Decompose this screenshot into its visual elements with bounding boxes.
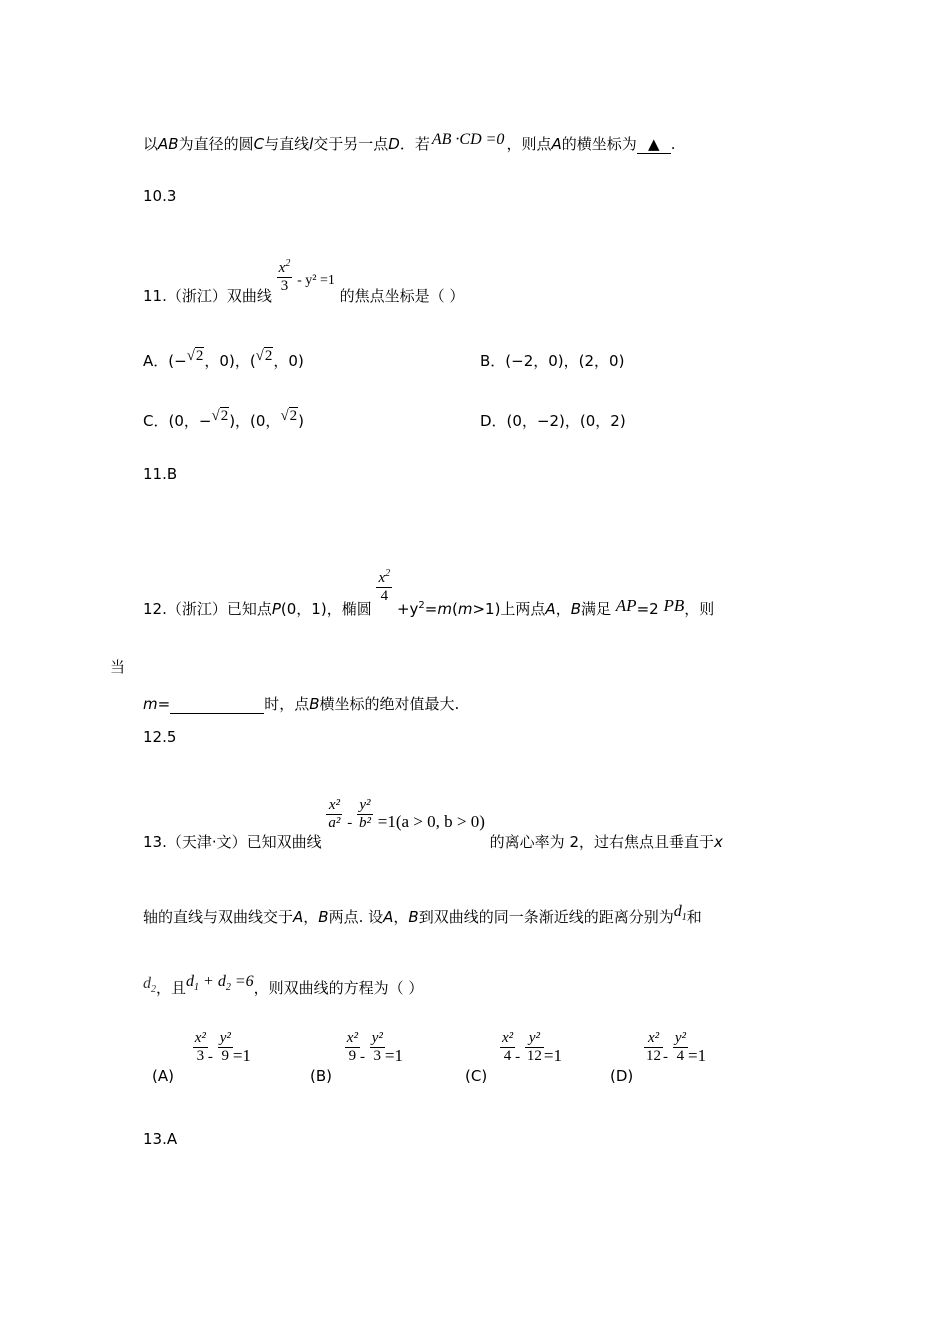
q13-line3: $d_2$，且$d_1 + d_2 =6$，则双曲线的方程为（ ） [143,973,424,997]
q13-fraction-x: $\frac{\text{x²}}{\text{a²}}$ [328,797,341,831]
q12-line2: m= 时，点B横坐标的绝对值最大. [143,695,460,713]
sqrt-symbol: √2 [211,408,229,424]
q11-answer: 11.B [143,465,178,483]
q13-option-c[interactable]: (C) $\frac{\text{x²}}{4}$ - $\frac{\text{y²}}{12}$ =1 [465,1030,562,1085]
vector-pb: PB [663,596,685,615]
sqrt-symbol: √2 [186,348,204,364]
q13-option-d[interactable]: (D) $\frac{\text{x²}}{12}$ - $\frac{\text{y²}}{4}$ =1 [610,1030,707,1085]
q13-option-b[interactable]: (B) $\frac{\text{x²}}{9}$ - $\frac{\text{y²}}{3}$ =1 [310,1030,403,1085]
answer-blank[interactable] [170,695,264,714]
answer-blank: ▲ [637,135,671,154]
q13-line2: 轴的直线与双曲线交于A，B两点. 设A，B到双曲线的同一条渐近线的距离分别为$d_1$和 [143,903,702,926]
q11-stem: 11.（浙江）双曲线 $\frac{x^2}{3}$ - y² =1 的焦点坐标是（ ） [143,258,465,305]
q11-option-b[interactable]: B．(−2，0)，(2，0) [480,352,625,370]
q12-stem: 12.（浙江）已知点P(0，1)，椭圆 $\frac{x^2}{4}$ $+y^2=m(m>1)$上两点A，B满足 AP=2 PB，则 [143,568,715,618]
q11-option-d[interactable]: D．(0，−2)，(0，2) [480,412,626,430]
q11-option-a[interactable]: A．(−√2，0)，(√2，0) [143,348,304,370]
q10-vector-equation: AB ·CD =0 [431,131,505,148]
q12-fraction: $\frac{x^2}{4}$ [378,568,391,604]
q11-fraction: $\frac{x^2}{3}$ [278,258,291,294]
q13-stem: 13.（天津·文）已知双曲线 $\frac{\text{x²}}{\text{a²}}$ - $\frac{\text{y²}}{\text{b²}}$ =1(a > 0, b > 0) 的离心率为 2，过右焦点且垂直于x [143,797,723,851]
q13-fraction-y: $\frac{\text{y²}}{\text{b²}}$ [358,797,371,831]
q12-answer: 12.5 [143,728,177,746]
q12-wrap-char: 当 [110,658,126,676]
sqrt-symbol: √2 [280,408,298,424]
q13-option-a[interactable]: (A) $\frac{\text{x²}}{3}$ - $\frac{\text{y²}}{9}$ =1 [152,1030,251,1085]
q11-option-c[interactable]: C．(0，−√2)，(0，√2) [143,408,305,430]
q10-answer: 10.3 [143,187,177,205]
q13-answer: 13.A [143,1130,178,1148]
sqrt-symbol: √2 [255,348,273,364]
vector-ap: AP [615,596,637,615]
q10-text-line: 以AB为直径的圆C与直线l交于另一点D．若 AB ·CD =0 ，则点A的横坐标为 ▲ . [143,131,676,153]
